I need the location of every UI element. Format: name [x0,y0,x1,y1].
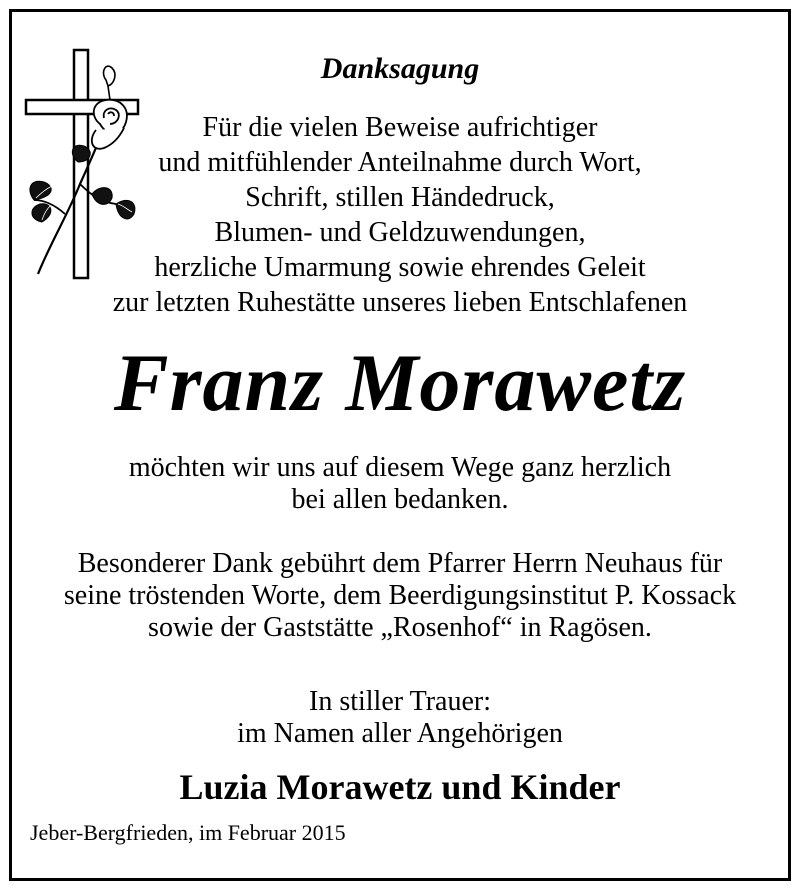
thanks-text [0,452,800,516]
intro-line: Schrift, stillen Händedruck, [245,182,555,213]
intro-line: und mitfühlender Anteilnahme durch Wort, [158,147,642,178]
thanks-line: möchten wir uns auf diesem Wege ganz herzlich [128,452,672,483]
mourning-line: im Namen aller Angehörigen [237,718,563,749]
intro-line: herzliche Umarmung sowie ehrendes Geleit [154,252,646,283]
intro-line: Blumen- und Geldzuwendungen, [214,217,586,248]
deceased-name: Franz Morawetz [113,337,687,428]
heading-danksagung: Danksagung [320,52,480,85]
intro-line: zur letzten Ruhestätte unseres lieben Entschlafenen [112,287,688,318]
intro-text [0,112,800,322]
special-thanks-line: Besonderer Dank gebührt dem Pfarrer Herrn Neuhaus für [77,548,723,579]
special-thanks-line: seine tröstenden Worte, dem Beerdigungsinstitut P. Kossack [63,580,737,611]
special-thanks-text [0,548,800,644]
place-date: Jeber-Bergfrieden, im Februar 2015 [30,820,346,845]
signer-name: Luzia Morawetz und Kinder [179,767,621,807]
intro-line: Für die vielen Beweise aufrichtiger [202,112,598,143]
special-thanks-line: sowie der Gaststätte „Rosenhof“ in Ragösen. [148,612,652,643]
thanks-line: bei allen bedanken. [291,484,509,515]
mourning-text [0,686,800,750]
mourning-line: In stiller Trauer: [309,686,491,717]
